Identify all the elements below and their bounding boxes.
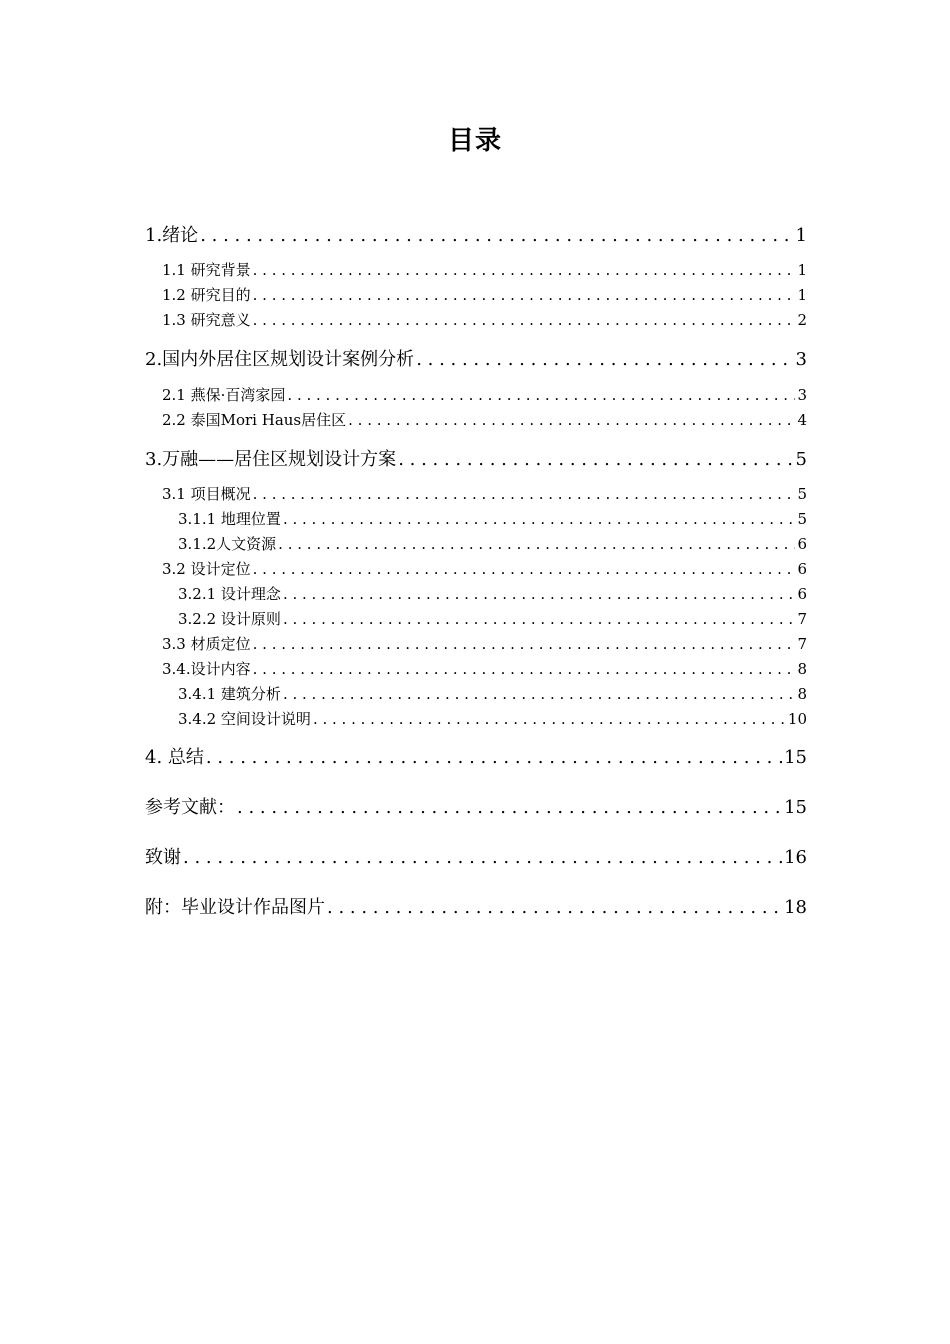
toc-leader-dots	[206, 747, 782, 768]
toc-entry-label: 1.绪论	[145, 225, 199, 246]
toc-entry-label: 致谢	[145, 847, 181, 868]
toc-entry-page: 10	[787, 710, 807, 728]
toc-entry[interactable]	[178, 508, 807, 529]
toc-entry-label: 1.3 研究意义	[162, 311, 251, 329]
toc-entry-label: 3.万融——居住区规划设计方案	[145, 449, 397, 470]
toc-entry-page: 2	[797, 311, 807, 329]
toc-leader-dots	[398, 449, 793, 470]
toc-entry[interactable]	[145, 893, 807, 919]
toc-entry-label: 1.2 研究目的	[162, 286, 251, 304]
toc-entry-label: 3.2.1 设计理念	[178, 585, 281, 603]
toc-entry-page: 16	[784, 847, 807, 868]
toc-entry-page: 5	[797, 485, 807, 503]
toc-entry-label: 附：毕业设计作品图片	[145, 897, 325, 918]
toc-entry-label: 3.4.2 空间设计说明	[178, 710, 311, 728]
toc-entry-page: 18	[784, 897, 807, 918]
toc-leader-dots	[348, 411, 795, 429]
toc-entry[interactable]	[162, 384, 807, 405]
toc-entry-page: 1	[797, 261, 807, 279]
toc-entry-page: 15	[784, 797, 807, 818]
toc-entry[interactable]	[162, 483, 807, 504]
toc-entry-label: 3.4.设计内容	[162, 660, 251, 678]
toc-entry-page: 8	[797, 685, 807, 703]
toc-entry[interactable]	[162, 658, 807, 679]
toc-leader-dots	[327, 897, 782, 918]
toc-entry[interactable]	[145, 345, 807, 371]
toc-leader-dots	[283, 510, 796, 528]
toc-leader-dots	[253, 311, 796, 329]
toc-entry[interactable]	[162, 409, 807, 430]
toc-leader-dots	[287, 386, 795, 404]
toc-entry-page: 5	[795, 449, 807, 470]
toc-entry[interactable]	[162, 633, 807, 654]
toc-entry[interactable]	[178, 583, 807, 604]
toc-entry-page: 1	[795, 225, 807, 246]
toc-entry-label: 3.1 项目概况	[162, 485, 251, 503]
toc-entry-label: 3.1.1 地理位置	[178, 510, 281, 528]
toc-leader-dots	[200, 225, 793, 246]
toc-entry-label: 3.1.2人文资源	[178, 535, 277, 553]
toc-entry-label: 1.1 研究背景	[162, 261, 251, 279]
toc-entry[interactable]	[178, 533, 807, 554]
toc-leader-dots	[416, 349, 793, 370]
toc-leader-dots	[253, 560, 796, 578]
toc-leader-dots	[253, 286, 796, 304]
toc-entry-label: 2.2 泰国Mori Haus居住区	[162, 411, 347, 429]
toc-entry-page: 5	[797, 510, 807, 528]
toc-entry-page: 15	[784, 747, 807, 768]
toc-leader-dots	[237, 797, 782, 818]
toc-entry[interactable]	[162, 558, 807, 579]
toc-entry[interactable]	[162, 259, 807, 280]
toc-entry-label: 3.3 材质定位	[162, 635, 251, 653]
toc-entry-page: 6	[797, 585, 807, 603]
toc-leader-dots	[253, 261, 796, 279]
toc-entry-label: 2.国内外居住区规划设计案例分析	[145, 349, 415, 370]
toc-entry-page: 6	[797, 560, 807, 578]
toc-entry-label: 4. 总结	[145, 747, 204, 768]
toc-entry[interactable]	[145, 221, 807, 247]
toc-entry[interactable]	[145, 743, 807, 769]
toc-entry-label: 参考文献：	[145, 797, 235, 818]
toc-leader-dots	[183, 847, 782, 868]
toc-entry-page: 1	[797, 286, 807, 304]
toc-entry[interactable]	[145, 843, 807, 869]
toc-entry-page: 3	[797, 386, 807, 404]
toc-entry-page: 7	[797, 635, 807, 653]
toc-entry-page: 8	[797, 660, 807, 678]
toc-leader-dots	[253, 485, 796, 503]
page-title: 目录	[447, 126, 502, 156]
toc-leader-dots	[253, 635, 796, 653]
toc-entry-label: 3.4.1 建筑分析	[178, 685, 281, 703]
toc-entry[interactable]	[145, 445, 807, 471]
toc-leader-dots	[283, 585, 796, 603]
toc-entry-page: 3	[795, 349, 807, 370]
toc-leader-dots	[283, 610, 796, 628]
toc-entry[interactable]	[162, 309, 807, 330]
toc-entry[interactable]	[178, 708, 807, 729]
toc-entry[interactable]	[178, 608, 807, 629]
toc-entry[interactable]	[178, 683, 807, 704]
toc-entry[interactable]	[145, 793, 807, 819]
toc-entry-page: 6	[797, 535, 807, 553]
toc-entry-label: 3.2 设计定位	[162, 560, 251, 578]
toc-leader-dots	[278, 535, 795, 553]
toc-leader-dots	[313, 710, 786, 728]
toc-entry[interactable]	[162, 284, 807, 305]
toc-entry-label: 2.1 燕保·百湾家园	[162, 386, 286, 404]
toc-entry-page: 4	[797, 411, 807, 429]
toc-leader-dots	[283, 685, 796, 703]
toc-leader-dots	[253, 660, 796, 678]
toc-entry-page: 7	[797, 610, 807, 628]
toc-entry-label: 3.2.2 设计原则	[178, 610, 281, 628]
